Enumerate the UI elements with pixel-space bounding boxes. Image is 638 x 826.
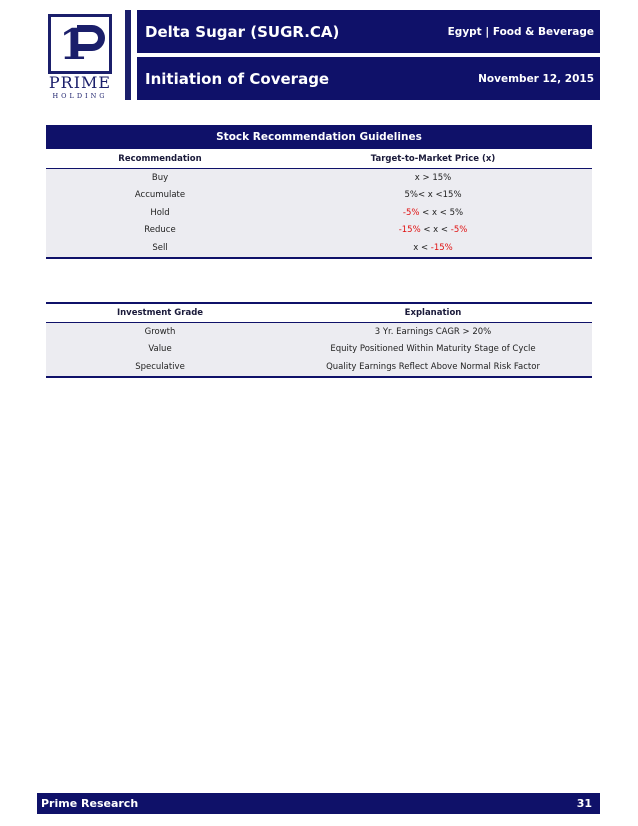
table-row (46, 204, 592, 222)
threshold-text: x > 15% (414, 172, 452, 183)
table-row (46, 341, 592, 359)
threshold-cell (274, 190, 592, 200)
recommendation-cell: Sell (152, 242, 168, 253)
threshold-cell (274, 173, 592, 183)
footer-label: Prime Research (41, 797, 139, 810)
threshold-negative-value: -15% (398, 225, 421, 236)
recommendation-cell: Reduce (144, 225, 176, 236)
table-row (46, 187, 592, 205)
table-body (46, 168, 592, 259)
column-header: Recommendation (118, 153, 202, 164)
logo-p-bowl (77, 25, 105, 51)
grade-cell: Speculative (135, 361, 185, 372)
table-row (46, 358, 592, 376)
explanation-cell: Quality Earnings Reflect Above Normal Risk Factor (326, 361, 540, 372)
table-row (46, 169, 592, 187)
grade-cell: Growth (144, 326, 176, 337)
header-divider (125, 10, 131, 100)
logo-wordmark: PRIME (48, 73, 112, 92)
table-body (46, 322, 592, 378)
threshold-text: < x < 5% (419, 207, 464, 218)
column-header: Target-to-Market Price (x) (370, 153, 496, 164)
recommendation-table (46, 125, 592, 259)
table-row (46, 239, 592, 257)
threshold-cell (274, 208, 592, 218)
recommendation-cell: Hold (150, 207, 170, 218)
logo-mark (48, 14, 112, 74)
table-title: Stock Recommendation Guidelines (46, 125, 592, 149)
recommendation-cell: Buy (151, 172, 169, 183)
grade-cell: Value (148, 344, 172, 355)
column-header: Explanation (404, 308, 462, 318)
header-title-bar (137, 10, 600, 53)
logo-subtitle: HOLDING (52, 92, 108, 100)
table-header-row (46, 302, 592, 322)
company-title: Delta Sugar (SUGR.CA) (145, 22, 340, 41)
page-number: 31 (576, 797, 592, 810)
recommendation-cell: Accumulate (134, 190, 186, 201)
table-header-row (46, 149, 592, 168)
threshold-text: 5%< x <15% (404, 190, 462, 201)
logo-mark-digit: 1 (59, 20, 89, 69)
sector-label: Egypt | Food & Beverage (447, 25, 594, 38)
threshold-negative-value: -15% (430, 242, 453, 253)
threshold-negative-value: -5% (450, 225, 468, 236)
threshold-cell (274, 243, 592, 253)
table-row (46, 222, 592, 240)
header-subtitle-bar (137, 57, 600, 100)
threshold-text: x < (413, 242, 431, 253)
column-header: Investment Grade (116, 308, 204, 318)
report-type: Initiation of Coverage (145, 69, 330, 88)
prime-holding-logo (44, 14, 116, 98)
threshold-text: < x < (420, 225, 451, 236)
threshold-negative-value: -5% (402, 207, 420, 218)
threshold-cell (274, 225, 592, 235)
investment-grade-table (46, 302, 592, 378)
table-row (46, 323, 592, 341)
explanation-cell: 3 Yr. Earnings CAGR > 20% (374, 326, 492, 337)
report-date: November 12, 2015 (478, 72, 594, 85)
page-footer (37, 793, 600, 814)
explanation-cell: Equity Positioned Within Maturity Stage of Cycle (330, 344, 536, 355)
